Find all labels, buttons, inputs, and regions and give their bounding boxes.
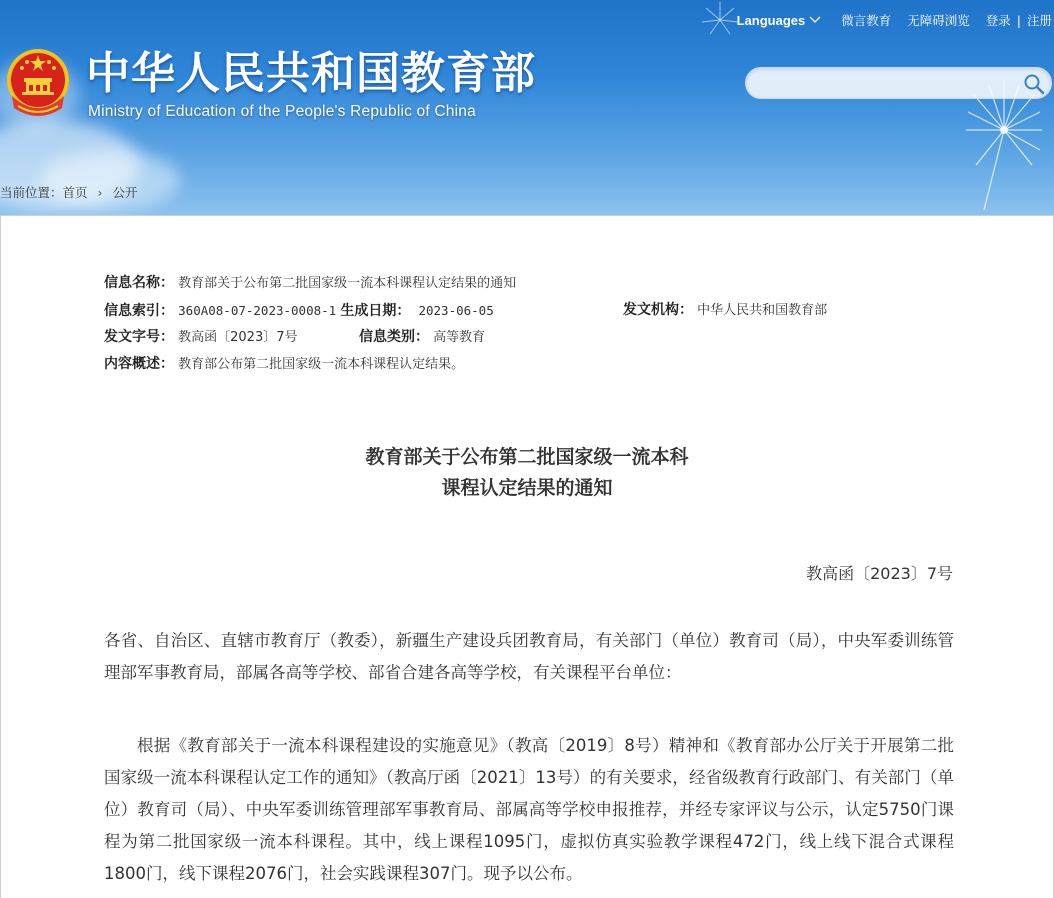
issuer-value: 中华人民共和国教育部 — [697, 303, 828, 318]
divider: | — [1016, 12, 1021, 28]
meta-row-docno — [104, 324, 516, 351]
login-link[interactable]: 登录 — [985, 13, 1011, 28]
article-title-line1: 教育部关于公布第二批国家级一流本科 — [365, 446, 689, 468]
summary-label: 内容概述： — [104, 356, 174, 372]
search-box — [745, 67, 1052, 99]
top-links-bar — [737, 10, 1054, 30]
info-name-label: 信息名称： — [104, 275, 174, 291]
breadcrumb-public[interactable]: 公开 — [112, 185, 138, 200]
article-paragraph: 根据《教育部关于一流本科课程建设的实施意见》（教高〔2019〕8号）精神和《教育部办公厅关于开展第二批国家级一流本科课程认定工作的通知》（教高厅函〔2021〕13号）的有关要求，经省级教育行政部门、有关部门（单位）教育司（局）、中央军委训练管理部军事教育局、部属高等学校申报推荐，并经专家评议与公示，认定5750门课程为第二批国家级一流本科课程。其中，线上课程1095门，虚拟仿真实验教学课程472门，线上线下混合式课程1800门，线下课程2076门，社会实践课程307门。现予以公布。 — [104, 736, 954, 883]
category-group — [359, 324, 485, 351]
doc-number-label: 发文字号： — [104, 329, 174, 345]
date-label: 生成日期： — [340, 303, 411, 319]
breadcrumb-label: 当前位置： — [0, 185, 63, 200]
article-doc-number: 教高函〔2023〕7号 — [806, 564, 953, 583]
breadcrumb-separator: › — [97, 184, 103, 200]
meta-row-summary — [104, 351, 516, 378]
info-name-value: 教育部关于公布第二批国家级一流本科课程认定结果的通知 — [178, 276, 517, 291]
category-value: 高等教育 — [433, 330, 486, 345]
info-metadata — [104, 270, 828, 378]
info-index-label: 信息索引： — [104, 303, 174, 319]
article-title-line2: 课程认定结果的通知 — [441, 477, 613, 499]
site-title-chinese[interactable]: 中华人民共和国教育部 — [86, 48, 536, 99]
register-link[interactable]: 注册 — [1026, 13, 1052, 28]
date-value: 2023-06-05 — [418, 303, 494, 318]
article-paragraph: 各省、自治区、直辖市教育厅（教委），新疆生产建设兵团教育局，有关部门（单位）教育司（局），中央军委训练管理部军事教育局，部属各高等学校、部省合建各高等学校，有关课程平台单位： — [104, 631, 954, 682]
site-header — [0, 0, 1054, 215]
article-title — [1, 442, 1053, 504]
issuer-label: 发文机构： — [623, 302, 693, 318]
national-emblem-icon[interactable] — [4, 46, 72, 118]
meta-row-index — [104, 297, 828, 324]
weiyan-education-link[interactable]: 微言教育 — [841, 13, 892, 28]
site-title-english: Ministry of Education of the People's Republic of China — [88, 103, 476, 120]
chevron-down-icon — [809, 16, 821, 24]
content-panel — [0, 215, 1054, 898]
cloud-decoration — [40, 150, 180, 210]
search-icon[interactable] — [1023, 73, 1045, 95]
breadcrumb-home[interactable]: 首页 — [62, 185, 88, 200]
breadcrumb — [0, 183, 138, 201]
category-label: 信息类别： — [359, 329, 429, 345]
languages-dropdown[interactable]: Languages — [737, 13, 822, 28]
doc-number-value: 教高函〔2023〕7号 — [178, 330, 298, 345]
accessibility-link[interactable]: 无障碍浏览 — [907, 13, 970, 28]
meta-row-name — [104, 270, 516, 297]
issuer-group — [623, 297, 827, 324]
summary-value: 教育部公布第二批国家级一流本科课程认定结果。 — [178, 357, 465, 372]
search-input[interactable] — [758, 72, 1012, 96]
info-index-value: 360A08-07-2023-0008-1 — [178, 303, 337, 318]
